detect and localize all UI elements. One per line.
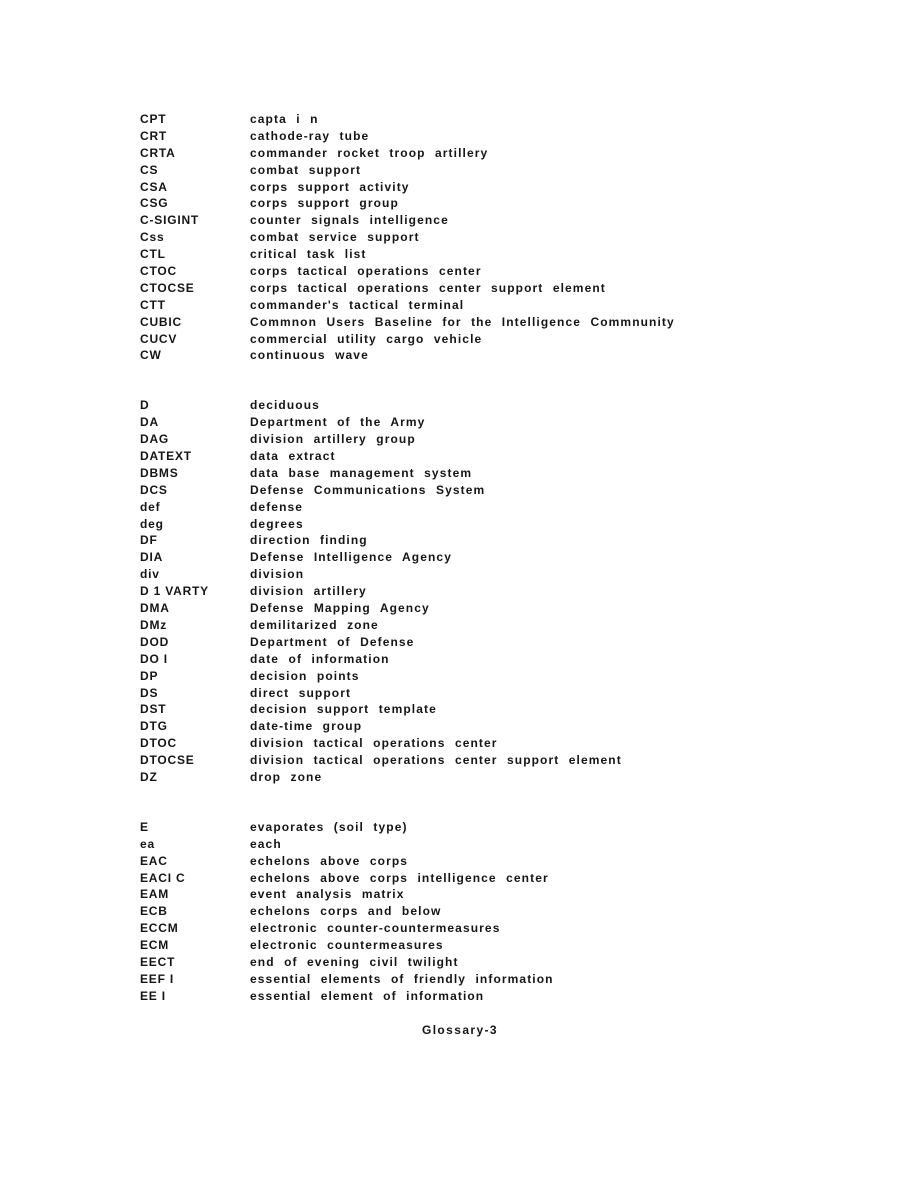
glossary-row — [140, 870, 880, 887]
glossary-row — [140, 229, 880, 246]
glossary-row — [140, 331, 880, 348]
glossary-definition: Defense Communications System — [250, 482, 486, 497]
glossary-term: CSG — [140, 196, 169, 211]
glossary-term: CTOC — [140, 264, 177, 279]
glossary-definition: combat support — [250, 162, 362, 177]
glossary-definition: division tactical operations center — [250, 736, 498, 751]
glossary-term: D — [140, 398, 150, 413]
glossary-term: CRTA — [140, 145, 176, 160]
glossary-row — [140, 634, 880, 651]
glossary-term: E — [140, 819, 149, 834]
glossary-definition: deciduous — [250, 398, 320, 413]
glossary-term: DAG — [140, 432, 170, 447]
glossary-term: DATEXT — [140, 449, 192, 464]
glossary-definition: division artillery — [250, 584, 367, 599]
glossary-row — [140, 297, 880, 314]
glossary-term: DF — [140, 533, 158, 548]
glossary-term: EE I — [140, 988, 166, 1003]
glossary-row — [140, 752, 880, 769]
glossary-term: DP — [140, 668, 159, 683]
glossary-definition: direction finding — [250, 533, 368, 548]
glossary-row — [140, 532, 880, 549]
glossary-row — [140, 195, 880, 212]
glossary-row — [140, 954, 880, 971]
glossary-definition: counter signals intelligence — [250, 213, 449, 228]
glossary-definition: capta i n — [250, 112, 319, 126]
page-footer: Glossary-3 — [421, 1023, 499, 1037]
glossary-definition: essential element of information — [250, 988, 485, 1003]
glossary-row — [140, 668, 880, 685]
glossary-row — [140, 903, 880, 920]
glossary-definition: combat service support — [250, 230, 420, 245]
glossary-definition: division tactical operations center support element — [250, 753, 622, 768]
glossary-term: DMA — [140, 601, 170, 616]
glossary-term: deg — [140, 516, 164, 531]
glossary-row — [140, 769, 880, 786]
glossary-term: DO I — [140, 651, 168, 666]
glossary-definition: defense — [250, 499, 304, 514]
glossary-row — [140, 549, 880, 566]
glossary-definition: data base management system — [250, 465, 473, 480]
glossary-definition: corps support activity — [250, 179, 410, 194]
glossary-row — [140, 465, 880, 482]
glossary-row — [140, 819, 880, 836]
glossary-row — [140, 179, 880, 196]
glossary-row — [140, 516, 880, 533]
glossary-term: CW — [140, 348, 162, 363]
glossary-row — [140, 651, 880, 668]
glossary-row — [140, 735, 880, 752]
glossary-definition: Commnon Users Baseline for the Intelligence Commnunity — [250, 314, 675, 329]
glossary-definition: end of evening civil twilight — [250, 954, 459, 969]
glossary-term: CTL — [140, 247, 166, 262]
glossary-term: CPT — [140, 112, 167, 126]
glossary-definition: division artillery group — [250, 432, 416, 447]
glossary-definition: Department of the Army — [250, 415, 426, 430]
glossary-section — [140, 819, 880, 1005]
glossary-term: def — [140, 499, 161, 514]
glossary-row — [140, 162, 880, 179]
glossary-row — [140, 111, 880, 128]
glossary-definition: event analysis matrix — [250, 887, 405, 902]
glossary-definition: corps tactical operations center support element — [250, 280, 606, 295]
glossary-row — [140, 128, 880, 145]
glossary-term: CRT — [140, 128, 168, 143]
glossary-term: ea — [140, 836, 155, 851]
glossary-row — [140, 482, 880, 499]
glossary-term: DS — [140, 685, 159, 700]
glossary-section — [140, 111, 880, 364]
glossary-term: CS — [140, 162, 159, 177]
glossary-row — [140, 431, 880, 448]
glossary-row — [140, 414, 880, 431]
glossary-term: DA — [140, 415, 159, 430]
glossary-row — [140, 397, 880, 414]
glossary-term: DST — [140, 702, 167, 717]
glossary-definition: commercial utility cargo vehicle — [250, 331, 483, 346]
glossary-term: CUCV — [140, 331, 178, 346]
glossary-row — [140, 314, 880, 331]
glossary-definition: decision points — [250, 668, 360, 683]
glossary-row — [140, 499, 880, 516]
glossary-definition: critical task list — [250, 247, 367, 262]
glossary-row — [140, 853, 880, 870]
glossary-term: EECT — [140, 954, 176, 969]
glossary-row — [140, 937, 880, 954]
glossary-term: DTOCSE — [140, 753, 195, 768]
glossary-term: D 1 VARTY — [140, 584, 209, 599]
glossary-definition: demilitarized zone — [250, 617, 379, 632]
glossary-definition: division — [250, 567, 305, 582]
glossary-row — [140, 971, 880, 988]
glossary-definition: evaporates (soil type) — [250, 819, 408, 834]
glossary-row — [140, 836, 880, 853]
glossary-definition: corps tactical operations center — [250, 264, 482, 279]
glossary-term: EAM — [140, 887, 170, 902]
glossary-definition: drop zone — [250, 769, 323, 784]
glossary-term: ECM — [140, 938, 170, 953]
glossary-term: DMz — [140, 617, 168, 632]
glossary-term: DTOC — [140, 736, 177, 751]
glossary-term: C-SIGINT — [140, 213, 200, 228]
glossary-definition: commander rocket troop artillery — [250, 145, 489, 160]
glossary-term: DZ — [140, 769, 158, 784]
glossary-row — [140, 600, 880, 617]
glossary-term: ECB — [140, 904, 168, 919]
glossary-definition: commander's tactical terminal — [250, 297, 465, 312]
glossary-definition: degrees — [250, 516, 304, 531]
glossary-definition: Defense Mapping Agency — [250, 601, 430, 616]
glossary-term: div — [140, 567, 160, 582]
glossary-row — [140, 347, 880, 364]
glossary-term: EACI C — [140, 870, 186, 885]
glossary-definition: electronic counter-countermeasures — [250, 921, 501, 936]
glossary-term: DOD — [140, 634, 170, 649]
glossary-row — [140, 246, 880, 263]
glossary-definition: decision support template — [250, 702, 437, 717]
glossary-row — [140, 263, 880, 280]
glossary-term: DTG — [140, 719, 168, 734]
glossary-term: EAC — [140, 853, 168, 868]
glossary-term: CSA — [140, 179, 168, 194]
glossary-definition: echelons above corps intelligence center — [250, 870, 549, 885]
glossary-row — [140, 685, 880, 702]
glossary-row — [140, 566, 880, 583]
glossary-definition: data extract — [250, 449, 336, 464]
glossary-definition: electronic countermeasures — [250, 938, 444, 953]
glossary-term: CUBIC — [140, 314, 182, 329]
glossary-definition: cathode-ray tube — [250, 128, 370, 143]
glossary-definition: essential elements of friendly information — [250, 971, 554, 986]
glossary-definition: echelons above corps — [250, 853, 409, 868]
glossary-row — [140, 701, 880, 718]
glossary-term: DCS — [140, 482, 168, 497]
glossary-term: DIA — [140, 550, 164, 565]
glossary-section — [140, 397, 880, 785]
glossary-row — [140, 920, 880, 937]
glossary-term: ECCM — [140, 921, 179, 936]
glossary-term: CTOCSE — [140, 280, 195, 295]
glossary-term: Css — [140, 230, 165, 245]
glossary-definition: continuous wave — [250, 348, 369, 363]
glossary-term: CTT — [140, 297, 166, 312]
glossary-definition: Department of Defense — [250, 634, 415, 649]
glossary-row — [140, 583, 880, 600]
glossary-row — [140, 448, 880, 465]
glossary-row — [140, 280, 880, 297]
glossary-definition: each — [250, 836, 282, 851]
glossary-definition: corps support group — [250, 196, 399, 211]
glossary-term: EEF I — [140, 971, 175, 986]
glossary-content — [140, 111, 880, 1038]
glossary-row — [140, 145, 880, 162]
glossary-definition: date-time group — [250, 719, 363, 734]
glossary-definition: date of information — [250, 651, 390, 666]
glossary-definition: direct support — [250, 685, 352, 700]
glossary-row — [140, 988, 880, 1005]
glossary-definition: Defense Intelligence Agency — [250, 550, 452, 565]
glossary-definition: echelons corps and below — [250, 904, 442, 919]
glossary-row — [140, 212, 880, 229]
glossary-row — [140, 617, 880, 634]
glossary-row — [140, 886, 880, 903]
glossary-row — [140, 718, 880, 735]
glossary-term: DBMS — [140, 465, 179, 480]
